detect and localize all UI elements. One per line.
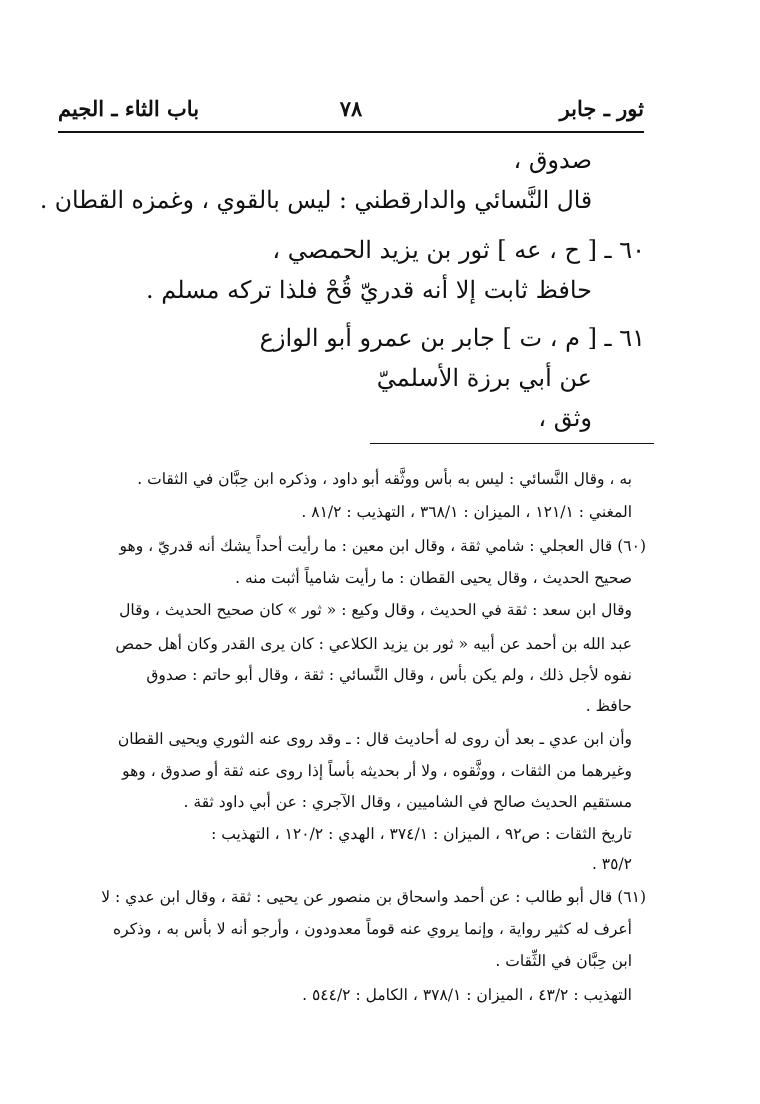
footnote-line: به ، وقال النَّسائي : ليس به بأس ووثَّقه أبو داود ، وذكره ابن حِبَّان في الثقات . bbox=[137, 470, 632, 488]
footnote-line: (٦٠) قال العجلي : شامي ثقة ، وقال ابن معين : ما رأيت أحداً يشك أنه قدريّ ، وهو bbox=[119, 537, 646, 555]
header-chapter-title: باب الثاء ـ الجيم bbox=[58, 96, 200, 121]
header-chapter-range: ثور ـ جابر bbox=[559, 96, 644, 121]
footnote-line: ابن حِبَّان في الثِّقات . bbox=[495, 952, 632, 970]
running-header bbox=[58, 96, 644, 126]
entry-heading: ٦٠ ـ [ ح ، عه ] ثور بن يزيد الحمصي ، bbox=[272, 236, 645, 264]
footnote-line: عبد الله بن أحمد عن أبيه « ثور بن يزيد الكلاعي : كان يرى القدر وكان أهل حمص bbox=[115, 635, 632, 653]
footnote-line: أعرف له كثير رواية ، وإنما يروي عنه قوماً معدودون ، وأرجو أنه لا بأس به ، وذكره bbox=[113, 920, 632, 938]
main-line: قال النَّسائي والدارقطني : ليس بالقوي ، وغمزه القطان . bbox=[39, 186, 592, 214]
footnote-line: المغني : ١٢١/١ ، الميزان : ٣٦٨/١ ، التهذيب : ٨١/٢ . bbox=[301, 503, 632, 521]
footnote-line: تاريخ الثقات : ص٩٢ ، الميزان : ٣٧٤/١ ، الهدي : ١٢٠/٢ ، التهذيب : bbox=[211, 825, 632, 843]
footnote-line: ٣٥/٢ . bbox=[591, 855, 632, 873]
main-line: عن أبي برزة الأسلميّ bbox=[376, 364, 592, 392]
main-line: صدوق ، bbox=[513, 146, 592, 174]
footnote-line: مستقيم الحديث صالح في الشاميين ، وقال الآجري : عن أبي داود ثقة . bbox=[183, 793, 632, 811]
footnote-divider bbox=[370, 443, 654, 444]
footnote-line: التهذيب : ٤٣/٢ ، الميزان : ٣٧٨/١ ، الكامل : ٥٤٤/٢ . bbox=[302, 986, 632, 1004]
footnote-line: (٦١) قال أبو طالب : عن أحمد واسحاق بن منصور عن يحيى : ثقة ، وقال ابن عدي : لا bbox=[101, 888, 646, 906]
page-number: ٧٨ bbox=[339, 96, 363, 121]
main-line: وثق ، bbox=[538, 404, 592, 432]
footnote-line: وأن ابن عدي ـ بعد أن روى له أحاديث قال : ـ وقد روى عنه الثوري ويحيى القطان bbox=[117, 730, 632, 748]
header-divider bbox=[58, 131, 644, 133]
entry-heading: ٦١ ـ [ م ، ت ] جابر بن عمرو أبو الوازع bbox=[259, 324, 645, 352]
footnote-line: وغيرهما من الثقات ، ووثَّقوه ، ولا أر بحديثه بأساً إذا روى عنه ثقة أو صدوق ، وهو bbox=[122, 762, 632, 780]
footnote-line: نفوه لأجل ذلك ، ولم يكن بأس ، وقال النَّسائي : ثقة ، وقال أبو حاتم : صدوق bbox=[146, 666, 632, 684]
footnote-line: وقال ابن سعد : ثقة في الحديث ، وقال وكيع : « ثور » كان صحيح الحديث ، وقال bbox=[119, 601, 632, 619]
main-line: حافظ ثابت إلا أنه قدريّ قُحْ فلذا تركه مسلم . bbox=[146, 276, 592, 304]
footnote-line: حافظ . bbox=[585, 697, 632, 715]
footnote-line: صحيح الحديث ، وقال يحيى القطان : ما رأيت شامياً أثبت منه . bbox=[235, 569, 632, 587]
